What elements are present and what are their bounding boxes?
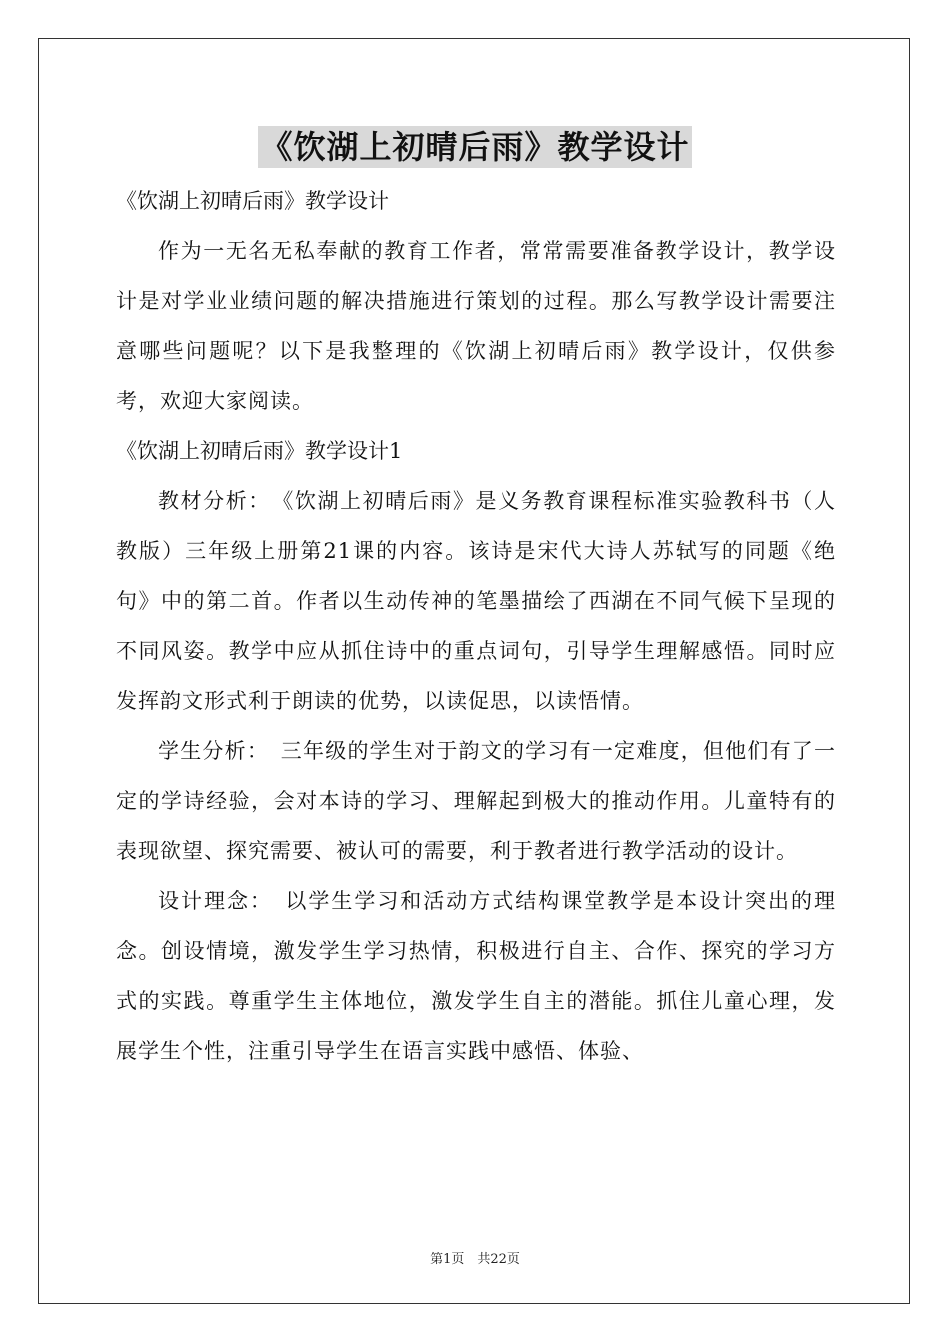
title-container — [0, 126, 950, 168]
paragraph-design-concept: 设计理念： 以学生学习和活动方式结构课堂教学是本设计突出的理念。创设情境，激发学生学习热情，积极进行自主、合作、探究的学习方式的实践。尊重学生主体地位，激发学生自主的潜能。抓住儿童心理，发展学生个性，注重引导学生在语言实践中感悟、体验、 — [116, 889, 836, 1063]
section-heading: 《饮湖上初晴后雨》教学设计1 — [116, 439, 403, 463]
paragraph-student-analysis: 学生分析： 三年级的学生对于韵文的学习有一定难度，但他们有了一定的学诗经验，会对本诗的学习、理解起到极大的推动作用。儿童特有的表现欲望、探究需要、被认可的需要，利于教者进行教学活动的设计。 — [116, 739, 836, 863]
intro-paragraph: 作为一无名无私奉献的教育工作者，常常需要准备教学设计，教学设计是对学业业绩问题的解决措施进行策划的过程。那么写教学设计需要注意哪些问题呢？以下是我整理的《饮湖上初晴后雨》教学设计，仅供参考，欢迎大家阅读。 — [116, 239, 836, 413]
document-body — [116, 176, 836, 1076]
document-title: 《饮湖上初晴后雨》教学设计 — [260, 128, 690, 166]
document-subtitle: 《饮湖上初晴后雨》教学设计 — [116, 189, 389, 213]
paragraph-material-analysis: 教材分析： 《饮湖上初晴后雨》是义务教育课程标准实验教科书（人教版）三年级上册第21课的内容。该诗是宋代大诗人苏轼写的同题《绝句》中的第二首。作者以生动传神的笔墨描绘了西湖在不同气候下呈现的不同风姿。教学中应从抓住诗中的重点词句，引导学生理解感悟。同时应发挥韵文形式利于朗读的优势，以读促思，以读悟情。 — [116, 489, 836, 713]
page-footer: 第1页 共22页 — [430, 1252, 520, 1267]
